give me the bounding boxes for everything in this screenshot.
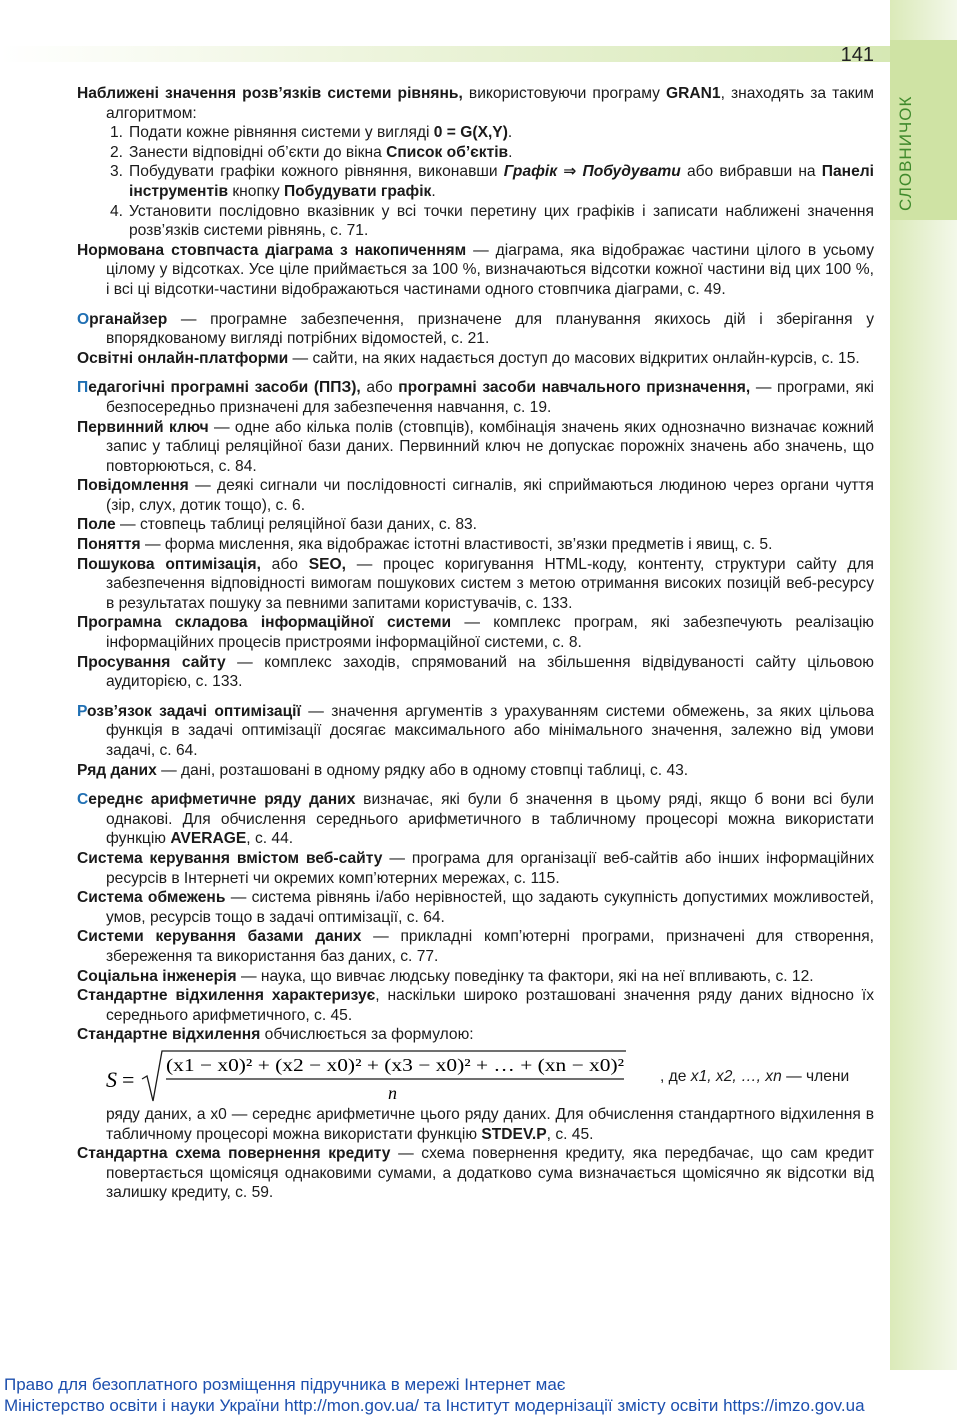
entry-gran: Наближені значення розв’язків системи рівнянь, використовуючи програму GRAN1, знаходять за таким алгоритмом: — [77, 85, 875, 122]
entry-osvitni: Освітні онлайн-платформи — сайти, на яких надається доступ до масових відкритих онлайн-курсів, с. 15. — [77, 349, 860, 367]
step: 2. Занести відповідні об’єкти до вікна Список об’єктів. — [110, 143, 513, 161]
entry-rozviazok: Розв’язок задачі оптимізації — значення аргументів з урахуванням системи обмежень, за яких цільова функція в задачі оптимізації досягає максимального або мінімального значення, залежно від умови задачі, с. 64. — [77, 702, 874, 759]
step: 4. Установити послідовно вказівник у всі точки перетину цих графіків і записати наближені значення розв’язків системи рівнянь, с. 71. — [110, 202, 874, 240]
entry-sotsialna: Соціальна інженерія — наука, що вивчає людську поведінку та фактори, які на неї впливають, с. 12. — [77, 967, 814, 985]
footer-line: Міністерство освіти і науки України http://mon.gov.ua/ та Інститут модернізації змісту освіти https://imzo.gov.ua — [4, 1396, 865, 1415]
header-band — [0, 46, 890, 62]
formula-s: S — [106, 1066, 117, 1092]
entry-prosuvannia: Просування сайту — комплекс заходів, спрямований на збільшення відвідуваності сайту цільовою аудиторією, с. 133. — [77, 653, 874, 691]
entry-povidomlennia: Повідомлення — деякі сигнали чи послідовності сигналів, які сприймаються людиною через органи чуття (зір, слух, дотик тощо), с. 6. — [77, 477, 874, 514]
entry-pedagog: Педагогічні програмні засоби (ППЗ), або програмні засоби навчального призначення, — програми, які безпосередньо призначені для забезпечення навчання, с. 19. — [77, 379, 874, 416]
side-label: СЛОВНИЧОК — [896, 95, 915, 211]
entry-pervynnyi: Первинний ключ — одне або кілька полів (стовпців), комбінація значень яких однозначно визначає кожний запис у таблиці реляційної бази даних. Первинний ключ не допускає порожніх значень або значень, що повторюються, с. 84. — [77, 418, 874, 475]
entry-obmezhen: Система обмежень — система рівнянь і/або нерівностей, що задають сукупність допустимих можливостей, умов, ресурсів тощо в задачі оптимізації, с. 64. — [77, 889, 874, 926]
formula-tail: , де x1, x2, …, xn — члени — [660, 1067, 850, 1085]
term: Наближені значення розв’язків системи рівнянь, — [77, 85, 463, 102]
formula-denominator: n — [388, 1082, 397, 1103]
entry-prohramna: Програмна складова інформаційної системи — комплекс програм, які забезпечують реалізацію інформаційних процесів пристроями інформаційної системи, с. 8. — [77, 614, 874, 652]
entry-seo: Пошукова оптимізація, або SEO, — процес коригування HTML-коду, контенту, структури сайту для забезпечення відповідності вимогам пошукових систем з метою отримання високих позицій веб-ресурсу в результатах пошуку за певними запитами користувачів, с. 133. — [77, 555, 874, 612]
entry-pole: Поле — стовпець таблиці реляційної бази даних, с. 83. — [77, 516, 477, 534]
std-formula — [106, 1049, 874, 1105]
formula-numerator: (x1 − x0)² + (x2 − x0)² + (x3 − x0)² + … + (xn − x0)² — [166, 1054, 551, 1075]
formula-graphic — [106, 1049, 636, 1105]
entry-riad: Ряд даних — дані, розташовані в одному рядку або в одному стовпці таблиці, с. 43. — [77, 761, 689, 779]
entry-std-formula: Стандартне відхилення обчислюється за формулою: — [77, 1026, 474, 1044]
step: 1. Подати кожне рівняння системи у вигляді 0 = G(X,Y). — [110, 124, 513, 142]
entry-std-formula-cont: ряду даних, а x0 — середнє арифметичне цього ряду даних. Для обчислення стандартного відхилення в табличному процесорі можна використати функцію STDEV.P, с. 45. — [106, 1105, 874, 1143]
algorithm-steps — [77, 123, 874, 241]
page-number: 141 — [840, 44, 874, 66]
entry-kredyt: Стандартна схема повернення кредиту — схема повернення кредиту, яка передбачає, що сам кредит повертається щомісяця однаковими сумами, а додатково сума визначається щомісячно як відсотки від залишку кредиту, с. 59. — [77, 1145, 874, 1202]
entry-cms: Система керування вмістом веб-сайту — програма для організації веб-сайтів або інших інформаційних ресурсів в Інтернеті чи окремих комп’ютерних мережах, с. 115. — [77, 849, 875, 887]
entry-serednie: Середнє арифметичне ряду даних визначає, які були б значення в цьому ряді, якщо б вони всі були однакові. Для обчислення середнього арифметичного в табличному процесорі можна використати функцію AVERAGE, с. 44. — [77, 791, 874, 848]
entry-poniattia: Поняття — форма мислення, яка відображає істотні властивості, зв’язки предметів і явищ, с. 5. — [77, 536, 773, 554]
entry-organizer: Органайзер — програмне забезпечення, призначене для планування якихось дій і зберігання у впорядкованому вигляді потрібних відомостей, с. 21. — [77, 310, 874, 348]
entry-normovana: Нормована стовпчаста діаграма з накопиченням — діаграма, яка відображає частини цілого в усьому цілому у відсотках. Усе ціле приймається за 100 %, визначаються відсотки кожної частини від цих 100 %, і всі ці відсотки-частини відображаються частинами одного стовпчика діаграми, с. 49. — [77, 241, 874, 298]
entry-std-char: Стандартне відхилення характеризує, наскільки широко розташовані значення ряду даних відносно їх середнього арифметичного, с. 45. — [77, 987, 874, 1024]
footer-notice — [4, 1374, 957, 1416]
entry-skbd: Системи керування базами даних — прикладні комп’ютерні програми, призначені для створення, збереження та використання баз даних, с. 77. — [77, 928, 874, 965]
step: 3. Побудувати графіки кожного рівняння, виконавши Графік ⇒ Побудувати або вибравши на Панелі інструментів кнопку Побудувати графік. — [110, 163, 874, 200]
formula-equals: = — [122, 1066, 135, 1092]
glossary-content — [77, 84, 874, 1203]
footer-line: Право для безоплатного розміщення підручника в мережі Інтернет має — [4, 1375, 566, 1394]
